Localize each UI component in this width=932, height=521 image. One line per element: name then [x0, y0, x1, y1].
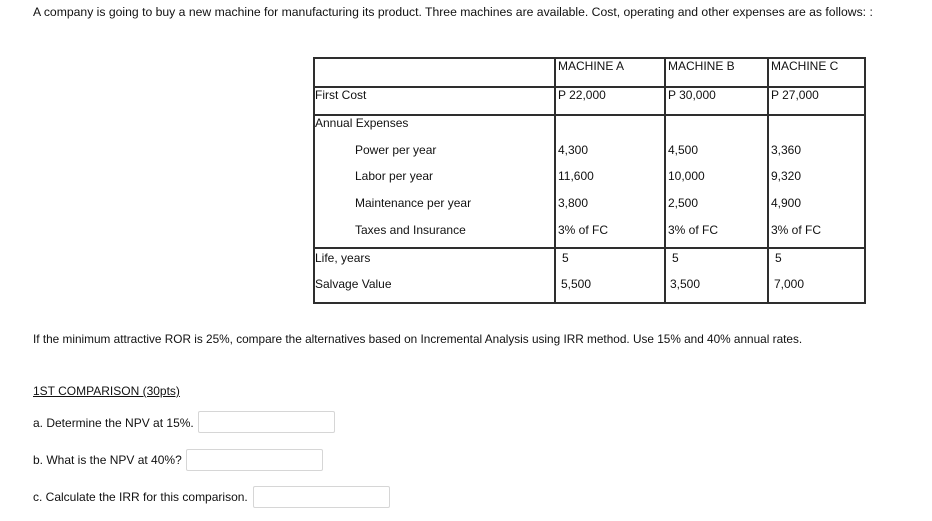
maintenance-c: 4,900 — [771, 196, 802, 210]
life-a: 5 — [562, 251, 569, 265]
table-border-right — [864, 57, 866, 304]
table-divider-c — [767, 57, 769, 304]
irr-answer-field[interactable] — [253, 486, 390, 508]
power-a: 4,300 — [558, 143, 589, 157]
table-divider-b — [664, 57, 666, 304]
annual-expenses-label: Annual Expenses — [315, 116, 409, 130]
header-machine-a: MACHINE A — [558, 59, 625, 73]
labor-b: 10,000 — [668, 169, 705, 183]
first-cost-c: P 27,000 — [771, 88, 819, 102]
question-c-label: c. Calculate the IRR for this comparison. — [33, 490, 248, 504]
question-a-label: a. Determine the NPV at 15%. — [33, 416, 194, 430]
labor-a: 11,600 — [558, 169, 594, 183]
salvage-label: Salvage Value — [315, 277, 392, 291]
taxes-b: 3% of FC — [668, 223, 719, 237]
salvage-c: 7,000 — [774, 277, 805, 291]
power-label: Power per year — [355, 143, 437, 157]
labor-c: 9,320 — [771, 169, 802, 183]
life-c: 5 — [775, 251, 782, 265]
npv-40-answer-field[interactable] — [186, 449, 323, 471]
problem-statement: A company is going to buy a new machine for manufacturing its product. Three machines are available. Cost, operating and other expenses are as follows: : — [33, 5, 873, 19]
maintenance-b: 2,500 — [668, 196, 699, 210]
life-label: Life, years — [315, 251, 371, 265]
table-border-bottom — [313, 302, 866, 304]
first-cost-label: First Cost — [315, 88, 367, 102]
machine-cost-table — [313, 57, 866, 304]
maintenance-label: Maintenance per year — [355, 196, 472, 210]
question-text: If the minimum attractive ROR is 25%, compare the alternatives based on Incremental Analysis using IRR method. Use 15% and 40% annual rates. — [33, 332, 803, 346]
table-row-divider-3 — [313, 247, 866, 249]
taxes-c: 3% of FC — [771, 223, 822, 237]
salvage-b: 3,500 — [670, 277, 701, 291]
power-c: 3,360 — [771, 143, 802, 157]
table-divider-a — [554, 57, 556, 304]
taxes-label: Taxes and Insurance — [355, 223, 466, 237]
first-cost-b: P 30,000 — [668, 88, 716, 102]
question-b-label: b. What is the NPV at 40%? — [33, 453, 182, 467]
maintenance-a: 3,800 — [558, 196, 589, 210]
header-machine-b: MACHINE B — [668, 59, 735, 73]
header-machine-c: MACHINE C — [771, 59, 839, 73]
life-b: 5 — [672, 251, 679, 265]
comparison-title: 1ST COMPARISON (30pts) — [33, 384, 180, 398]
npv-15-answer-field[interactable] — [198, 411, 335, 433]
salvage-a: 5,500 — [561, 277, 592, 291]
power-b: 4,500 — [668, 143, 699, 157]
first-cost-a: P 22,000 — [558, 88, 606, 102]
taxes-a: 3% of FC — [558, 223, 609, 237]
labor-label: Labor per year — [355, 169, 434, 183]
